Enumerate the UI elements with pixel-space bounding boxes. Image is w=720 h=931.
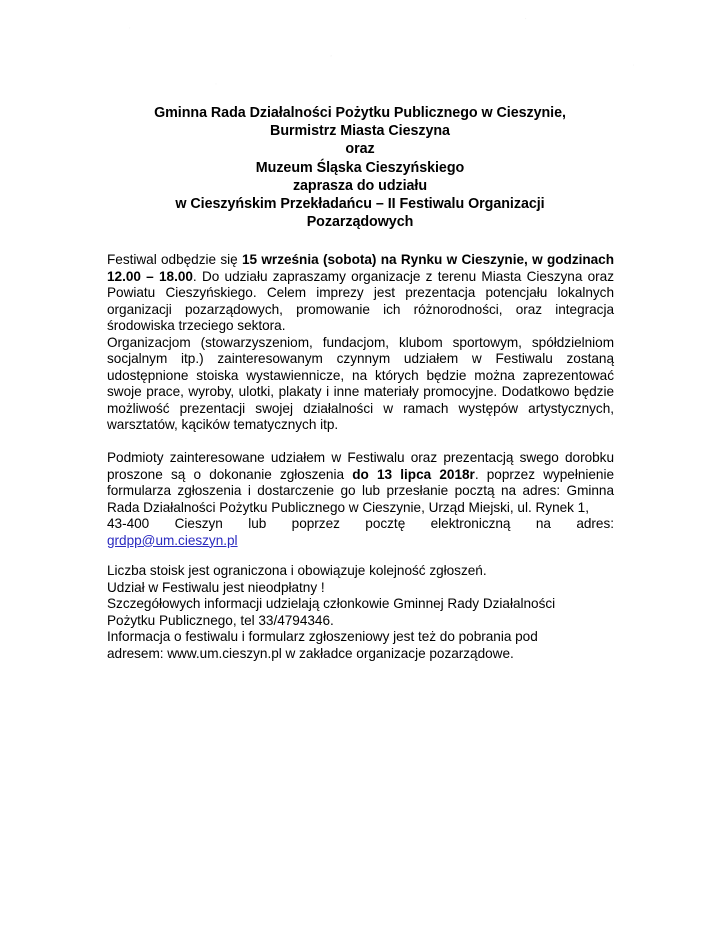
- email-link[interactable]: grdpp@um.cieszyn.pl: [107, 532, 238, 548]
- closing-line-4: Pożytku Publicznego, tel 33/4794346.: [107, 612, 334, 628]
- paragraph3-bold-deadline: do 13 lipca 2018r: [352, 466, 475, 482]
- header-line-2: Burmistrz Miasta Cieszyna: [270, 123, 450, 140]
- paragraph1-bold-date: 15 września (sobota) na Rynku w Cieszynie,: [241, 252, 528, 267]
- closing-line-5: Informacja o festiwalu i formularz zgłoszeniowy jest też do pobrania pod: [107, 629, 538, 645]
- body-block-one: [107, 252, 614, 434]
- paragraph3-last-line: 43-400 Cieszyn lub poprzez pocztę elektroniczną na adres:: [107, 516, 614, 532]
- paragraph-exhibitor-info: [107, 335, 614, 434]
- paragraph1-bold-hours: w godzinach 12.00 – 18.00: [107, 252, 615, 284]
- closing-line-2: Udział w Festiwalu jest nieodpłatny !: [107, 579, 325, 595]
- paragraph1-lead: Festiwal odbędzie się: [107, 252, 242, 267]
- closing-line-6: adresem: www.um.cieszyn.pl w zakładce organizacje pozarządowe.: [107, 645, 514, 661]
- paragraph2-text: Organizacjom (stowarzyszeniom, fundacjom, klubom sportowym, spółdzielniom socjalnym itp.) zainteresowanym czynnym udziałem w Festiwalu zostaną udostępnione stoiska wystawiennicze, na których będzie można zaprezentować swoje prace, wyroby, ulotki, plakaty i inne materiały promocyjne. Dodatkowo będzie możliwość prezentacji swojej działalności w ramach występów artystycznych, warsztatów, kącików tematycznych itp.: [107, 334, 614, 433]
- header-line-1: Gminna Rada Działalności Pożytku Publicznego w Cieszynie,: [154, 105, 566, 121]
- document-header: [107, 104, 613, 231]
- header-line-6: w Cieszyńskim Przekładańcu – II Festiwalu Organizacji: [175, 196, 545, 213]
- header-line-3: oraz: [345, 141, 375, 158]
- closing-line-1: Liczba stoisk jest ograniczona i obowiązuje kolejność zgłoszeń.: [107, 563, 487, 578]
- paragraph-festival-details: [107, 252, 614, 335]
- header-line-4: Muzeum Śląska Cieszyńskiego: [255, 159, 465, 176]
- paragraph-application-info: [107, 450, 614, 533]
- closing-line-3: Szczegółowych informacji udzielają członkowie Gminnej Rady Działalności: [107, 596, 556, 612]
- header-line-7: Pozarządowych: [306, 214, 414, 231]
- paragraph3-rest: . poprzez wypełnienie formularza zgłoszenia i dostarczenie go lub przesłanie pocztą na adres: Gminna Rada Działalności Pożytku Publicznego w Cieszynie, Urząd Miejski, ul. Rynek 1,: [107, 466, 615, 515]
- paragraph1-rest: . Do udziału zapraszamy organizacje z terenu Miasta Cieszyna oraz Powiatu Cieszyńskiego. Celem imprezy jest prezentacja potencjału lokalnych organizacji pozarządowych, promowanie ich różnorodności, oraz integracja środowiska trzeciego sektora.: [107, 268, 614, 334]
- paragraph3-lead: Podmioty zainteresowane udziałem w Festiwalu oraz prezentacją swego dorobku proszone są o dokonanie zgłoszenia: [107, 450, 614, 482]
- body-block-three: [107, 563, 614, 662]
- body-block-two: [107, 450, 614, 549]
- header-line-5: zaprasza do udziału: [292, 177, 428, 194]
